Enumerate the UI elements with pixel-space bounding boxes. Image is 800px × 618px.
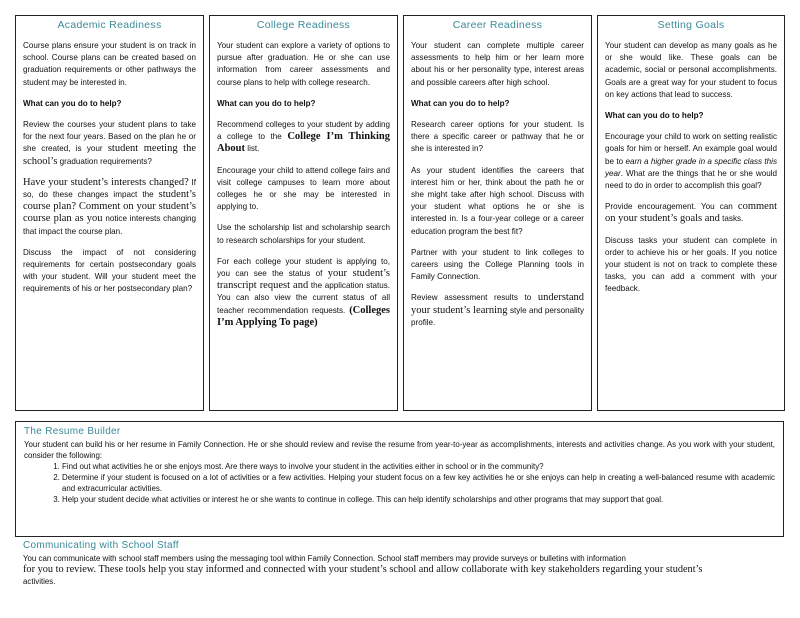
communicating-section — [23, 540, 783, 587]
resume-intro: Your student can build his or her resume in Family Connection. He or she should review and revise the resume from year-to-year as accomplishments, interests and activities change. As you work with your student, consider the following: — [24, 440, 775, 460]
list-item: 2. Determine if your student is focused on a lot of activities or a few activities. Helping your student focus on a few key activities he or she enjoys can help in creating a well-balanced resume with academic and extracurricular activities. — [62, 472, 775, 494]
college-status: For each college your student is applying to, you can see the status of your student’s transcript request and the application status. You can also view the current status of all teacher recommendation requests. (Colleges I’m Applying To page) — [217, 256, 391, 328]
college-recommend: Recommend colleges to your student by adding a college to the College I’m Thinking About list. — [217, 120, 390, 155]
academic-question: What can you do to help? — [23, 98, 122, 108]
communicating-title: Communicating with School Staff — [23, 540, 179, 551]
college-readiness-panel — [209, 15, 398, 411]
academic-readiness-title: Academic Readiness — [57, 19, 162, 31]
goals-intro: Your student can develop as many goals as he or she would like. These goals can be academic, social or personal accomplishments. Goals are a great way for your student to focus on key actions that lead to success. — [605, 41, 777, 99]
college-question: What can you do to help? — [217, 98, 316, 108]
academic-readiness-panel — [15, 15, 204, 411]
college-fairs: Encourage your child to attend college fairs and visit college campuses to learn more about colleges he or she may be interested in applying to. — [217, 165, 390, 212]
academic-interests: Have your student’s interests changed? If so, do these changes impact the student’s course plan? Comment on your student’s course plan as you notice interests changing that impact the course plan. — [23, 176, 197, 236]
career-research: Research career options for your student. Is there a specific career or pathway that he or she is interested in? — [411, 120, 584, 154]
academic-review: Review the courses your student plans to take for the next four years. Based on the plan he or she created, is your student meeting the school’s graduation requirements? — [23, 120, 197, 167]
list-item: 1. Find out what activities he or she enjoys most. Are there ways to involve your student in the activities either in school or in the community? — [62, 461, 775, 472]
academic-intro: Course plans ensure your student is on track in school. Course plans can be created based on graduation requirements or other pathways the student may be interested in. — [23, 41, 196, 87]
career-review: Review assessment results to understand your student’s learning style and personality profile. — [411, 292, 585, 327]
college-readiness-title: College Readiness — [256, 19, 351, 31]
career-partner: Partner with your student to link colleges to careers using the College Planning tools in Family Connection. — [411, 247, 584, 282]
career-identify: As your student identifies the careers that interest him or her, think about the path he or she might take after high school. Discuss with your student what options he or she is interested in. Is a four-year college or a career education program the best fit? — [411, 165, 584, 236]
goals-provide: Provide encouragement. You can comment on your student’s goals and tasks. — [605, 201, 777, 225]
academic-discuss: Discuss the impact of not considering requirements for certain postsecondary goals with your student. Will your student meet the requirements of his or her postsecondary plan? — [23, 247, 196, 294]
college-scholarships: Use the scholarship list and scholarship search to research scholarships for your student. — [217, 223, 390, 245]
resume-list — [24, 461, 775, 505]
goals-encourage: Encourage your child to work on setting realistic goals for him or herself. An example goal would be to earn a higher grade in a specific class this year. What are the things that he or she would need to do in order to accomplish this goal? — [605, 132, 777, 191]
career-intro: Your student can complete multiple career assessments to help him or her learn more about his or her personality type, interest areas and possible careers after high school. — [411, 41, 584, 87]
college-intro: Your student can explore a variety of options to pursue after graduation. He or she can use information from career assessments and course plans to help with college research. — [217, 41, 390, 87]
career-readiness-panel — [403, 15, 592, 411]
communicating-line-2: for you to review. These tools help you stay informed and connected with your student’s school and allow collaborate with key stakeholders regarding your student’s — [23, 564, 703, 575]
communicating-line-1: You can communicate with school staff members using the messaging tool within Family Connection. School staff members may provide surveys or bulletins with information — [23, 554, 626, 563]
setting-goals-panel — [597, 15, 785, 411]
goals-discuss: Discuss tasks your student can complete in order to achieve his or her goals. If you notice your student is not on track to complete these tasks, you can add a comment with your feedback. — [605, 235, 777, 294]
resume-builder-panel — [15, 421, 784, 537]
list-item: 3. Help your student decide what activities or interest he or she wants to continue in college. This can help identify scholarships and other programs that may support that goal. — [62, 494, 775, 505]
setting-goals-title: Setting Goals — [657, 19, 725, 31]
goals-question: What can you do to help? — [605, 111, 704, 121]
career-question: What can you do to help? — [411, 98, 510, 108]
career-readiness-title: Career Readiness — [452, 19, 543, 31]
resume-builder-title: The Resume Builder — [24, 426, 121, 437]
communicating-line-3: activities. — [23, 577, 56, 586]
